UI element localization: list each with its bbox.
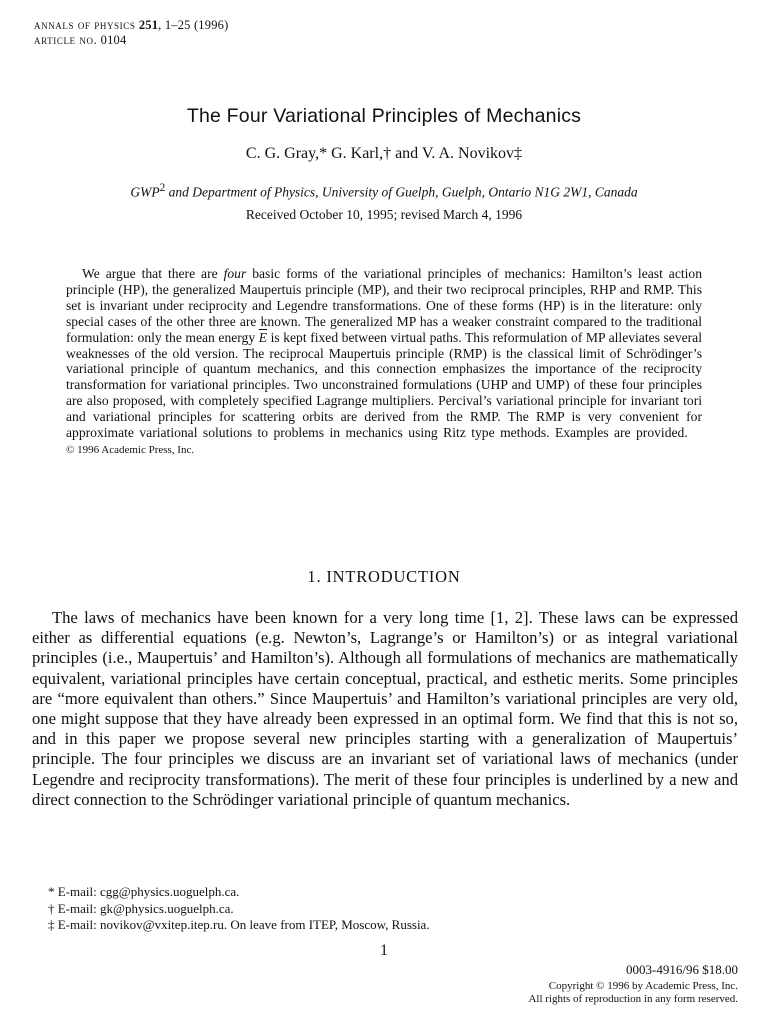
affiliation <box>0 182 768 201</box>
article-number: 0104 <box>97 33 127 47</box>
journal-volume: 251 <box>138 18 159 32</box>
footnotes <box>48 884 430 934</box>
article-label: article no. <box>34 33 98 47</box>
journal-name: annals of physics <box>34 18 136 32</box>
received-dates: Received October 10, 1995; revised March 4, 1996 <box>245 207 523 222</box>
abstract-copyright: © 1996 Academic Press, Inc. <box>66 443 195 456</box>
copyright-line-1: Copyright © 1996 by Academic Press, Inc. <box>548 980 738 992</box>
abstract-part-1: We argue that there are <box>82 266 224 281</box>
footnote-3: ‡ E-mail: novikov@vxitep.itep.ru. On leave from ITEP, Moscow, Russia. <box>48 917 430 932</box>
journal-pages: , 1–25 (1996) <box>158 18 229 32</box>
abstract-emphasis: four <box>223 266 247 281</box>
intro-paragraph: The laws of mechanics have been known for a very long time [1, 2]. These laws can be expressed either as differential equations (e.g. Newton’s, Lagrange’s or Hamilton’s) or as integral variational principles (i.e., Maupertuis’ and Hamilton’s). Although all formulations of mechanics are mathematically equivalent, variational principles have certain conceptual, practical, and esthetic merits. Some principles are “more equivalent than others.” Since Maupertuis’ and Hamilton’s variational principles are very old, one might suppose that they have already been expressed in an optimal form. We find that this is not so, and in this paper we propose several new principles starting with a generalization of Maupertuis’ principle. The four principles we discuss are an invariant set of variational laws of mechanics (under Legendre and reciprocity transformations). The merit of these four principles is underlined by a new and direct connection to the Schrödinger variational principle of quantum mechanics. <box>32 608 738 809</box>
journal-header <box>34 18 228 48</box>
abstract <box>66 266 702 459</box>
paper-title: The Four Variational Principles of Mechanics <box>186 105 582 127</box>
footnote-1: * E-mail: cgg@physics.uoguelph.ca. <box>48 884 240 899</box>
copyright-line-2: All rights of reproduction in any form reserved. <box>528 993 738 1005</box>
mean-energy-symbol: $\overline{E}$ <box>258 329 268 345</box>
author-list: C. G. Gray,* G. Karl,† and V. A. Novikov‡ <box>245 145 523 162</box>
article-id <box>34 33 228 48</box>
affiliation-prefix: GWP <box>130 184 160 200</box>
abstract-part-3: is kept fixed between virtual paths. This reformulation of MP alleviates several weaknesses of the old version. The reciprocal Maupertuis principle (RMP) is the classical limit of Schrödinger’s variational principle of quantum mechanics, and this connection emphasizes the importance of the reciprocity transformation for variational principles. Two unconstrained formulations (UHP and UMP) of these four principles are also proposed, with completely specified Lagrange multipliers. Percival’s variational principle for invariant tori and variational principles for scattering orbits are derived from the RMP. The RMP is very convenient for approximate variational solutions to problems in mechanics using Ritz type methods. Examples are provided. <box>66 329 702 441</box>
affiliation-rest: and Department of Physics, University of Guelph, Guelph, Ontario N1G 2W1, Canada <box>165 184 638 200</box>
price-code: 0003-4916/96 $18.00 <box>626 962 738 977</box>
section-heading: 1. INTRODUCTION <box>307 567 461 586</box>
journal-citation <box>34 18 228 33</box>
footnote-2: † E-mail: gk@physics.uoguelph.ca. <box>48 900 234 916</box>
page-number: 1 <box>380 942 388 959</box>
abstract-part-2: basic forms of the variational principles of mechanics: Hamilton’s least action principle (HP), the generalized Maupertuis principle (MP), and their two reciprocal principles, RHP and RMP. This set is invariant under reciprocity and Legendre transformations. One of these forms (HP) is in the literature: only special cases of the other three are known. The generalized MP has a weaker constraint compared to the traditional formulation: only the mean energy <box>66 266 703 345</box>
copyright-block <box>528 980 738 1006</box>
affiliation-sup: 2 <box>159 182 166 194</box>
